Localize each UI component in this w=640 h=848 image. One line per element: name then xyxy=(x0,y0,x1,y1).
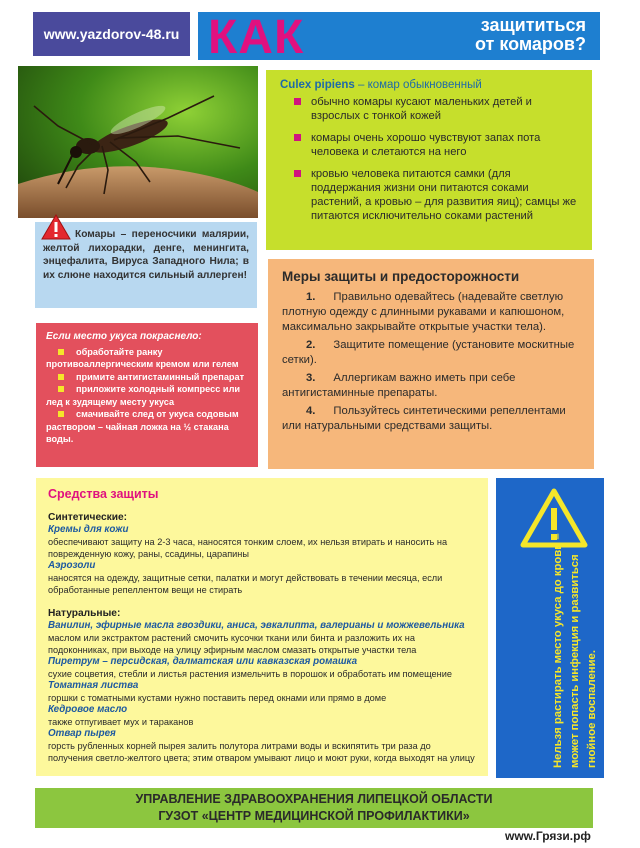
aerosols-text: наносятся на одежду, защитные сетки, палатки и могут действовать в течении месяца, если обработанные репеллентом вещи не стирать xyxy=(48,573,443,595)
bullet-icon xyxy=(58,349,64,355)
culex-title xyxy=(280,78,578,92)
protection-measures-box xyxy=(268,259,594,469)
tomato-text: горшки с томатными кустами нужно поставить перед окнами или прямо в доме xyxy=(48,693,387,703)
culex-info-box xyxy=(266,70,592,250)
list-item xyxy=(280,167,578,223)
wheatgrass-text: горсть рубленных корней пырея залить полутора литрами воды и вскипятить три раза до получения светло-желтого цвета; этим отваром умывают лицо и моют руки, когда выходят на улицу xyxy=(48,741,475,763)
measure-text: Аллергикам важно иметь при себе антигистаминные препараты. xyxy=(282,372,516,399)
bite-item-text: приложите холодный компресс или лед к зудящему месту укуса xyxy=(46,384,241,407)
measures-title: Меры защиты и предосторожности xyxy=(282,269,520,284)
tomato-title: Томатная листва xyxy=(48,680,139,691)
list-item xyxy=(280,95,578,123)
title-line-1: защититься xyxy=(480,15,586,35)
title-banner xyxy=(198,11,600,64)
oils-title: Ванилин, эфирные масла гвоздики, аниса, эвкалипта, валерианы и можжевельника xyxy=(48,620,465,631)
bite-item-text: смачивайте след от укуса содовым раствором – чайная ложка на ½ стакана воды. xyxy=(46,409,239,444)
warning-icon xyxy=(41,214,71,240)
bullet-icon xyxy=(58,374,64,380)
bullet-icon xyxy=(294,134,301,141)
creams-title: Кремы для кожи xyxy=(48,524,129,535)
measure-text: Защитите помещение (установите москитные сетки). xyxy=(282,339,575,366)
list-item xyxy=(46,371,250,384)
aerosols-title: Аэрозоли xyxy=(48,560,96,571)
title-line-2: от комаров? xyxy=(474,34,586,54)
protection-means-box xyxy=(36,478,488,776)
list-item xyxy=(282,404,582,434)
culex-item-text: обычно комары кусают маленьких детей и взрослых с тонкой кожей xyxy=(311,96,532,122)
list-item xyxy=(282,338,582,368)
means-title: Средства защиты xyxy=(48,487,159,501)
footer-banner xyxy=(35,788,593,828)
wheatgrass-title: Отвар пырея xyxy=(48,728,116,739)
culex-item-text: комары очень хорошо чувствуют запах пота человека и слетаются на него xyxy=(311,132,541,158)
oils-text: маслом или экстрактом растений смочить кусочки ткани или бинта и разложить их на подоконниках, при выходе на улицу эфирным маслом смазать открытые участки тела xyxy=(48,633,417,655)
footer-line-2: ГУЗОТ «ЦЕНТР МЕДИЦИНСКОЙ ПРОФИЛАКТИКИ» xyxy=(158,809,470,823)
bite-advice-box xyxy=(36,323,258,467)
measure-number: 4. xyxy=(306,405,316,417)
mosquito-photo xyxy=(18,66,258,218)
list-item xyxy=(280,131,578,159)
measure-number: 2. xyxy=(306,339,316,351)
culex-item-text: кровью человека питаются самки (для поддержания жизни они питаются соками растений, а кровью – для развития яиц); самцы же питаются исключительно соками растений xyxy=(311,168,577,222)
pyrethrum-text: сухие соцветия, стебли и листья растения измельчить в порошок и обработать им помещение xyxy=(48,669,452,679)
list-item xyxy=(282,371,582,401)
list-item xyxy=(46,408,250,446)
list-item xyxy=(46,346,250,371)
bullet-icon xyxy=(294,98,301,105)
measure-text: Правильно одевайтесь (надевайте светлую плотную одежду с длинными рукавами и капюшоном, максимально закрывайте открытые участки тела). xyxy=(282,291,565,333)
title-subtitle xyxy=(475,16,586,54)
scratch-warning-text: Нельзя растирать место укуса до крови – может попасть инфекция и развиться гнойное воспаление. xyxy=(552,533,598,768)
site-url-box[interactable] xyxy=(33,12,190,56)
list-item xyxy=(282,290,582,335)
culex-common-name: – комар обыкновенный xyxy=(354,79,482,91)
natural-heading: Натуральные: xyxy=(48,608,121,619)
cedar-title: Кедровое масло xyxy=(48,704,128,715)
site-url[interactable]: www.yazdorov-48.ru xyxy=(43,26,180,42)
measure-text: Пользуйтесь синтетическими репеллентами или натуральными средствами защиты. xyxy=(282,405,566,432)
scratch-warning-box xyxy=(496,478,604,778)
disease-warning-text: Комары – переносчики малярии, желтой лихорадки, денге, менингита, энцефалита, Вируса Западного Нила; в их слюне находится сильный аллерген! xyxy=(43,229,249,281)
bite-item-text: примите антигистаминный препарат xyxy=(76,371,245,382)
footer-site-link[interactable]: www.Грязи.рф xyxy=(505,829,591,843)
pyrethrum-title: Пиретрум – персидская, далматская или кавказская ромашка xyxy=(48,656,358,667)
culex-latin-name: Culex pipiens xyxy=(280,79,355,91)
synthetic-heading: Синтетические: xyxy=(48,512,128,523)
measure-number: 1. xyxy=(306,291,316,303)
measure-number: 3. xyxy=(306,372,316,384)
cedar-text: также отпугивает мух и тараканов xyxy=(48,717,194,727)
bite-item-text: обработайте ранку противоаллергическим кремом или гелем xyxy=(46,346,239,369)
mosquito-illustration xyxy=(18,66,258,218)
bite-advice-title: Если место укуса покраснело: xyxy=(46,331,202,342)
creams-text: обеспечивают защиту на 2-3 часа, наносятся тонким слоем, их нельзя втирать и наносить на поврежденную кожу, раны, ссадины, царапины xyxy=(48,537,448,559)
disease-warning-box xyxy=(35,222,257,308)
title-big-word: КАК xyxy=(208,11,305,64)
footer-line-1: УПРАВЛЕНИЕ ЗДРАВООХРАНЕНИЯ ЛИПЕЦКОЙ ОБЛАСТИ xyxy=(135,792,493,806)
bullet-icon xyxy=(58,411,64,417)
list-item xyxy=(46,383,250,408)
bullet-icon xyxy=(294,170,301,177)
bullet-icon xyxy=(58,386,64,392)
